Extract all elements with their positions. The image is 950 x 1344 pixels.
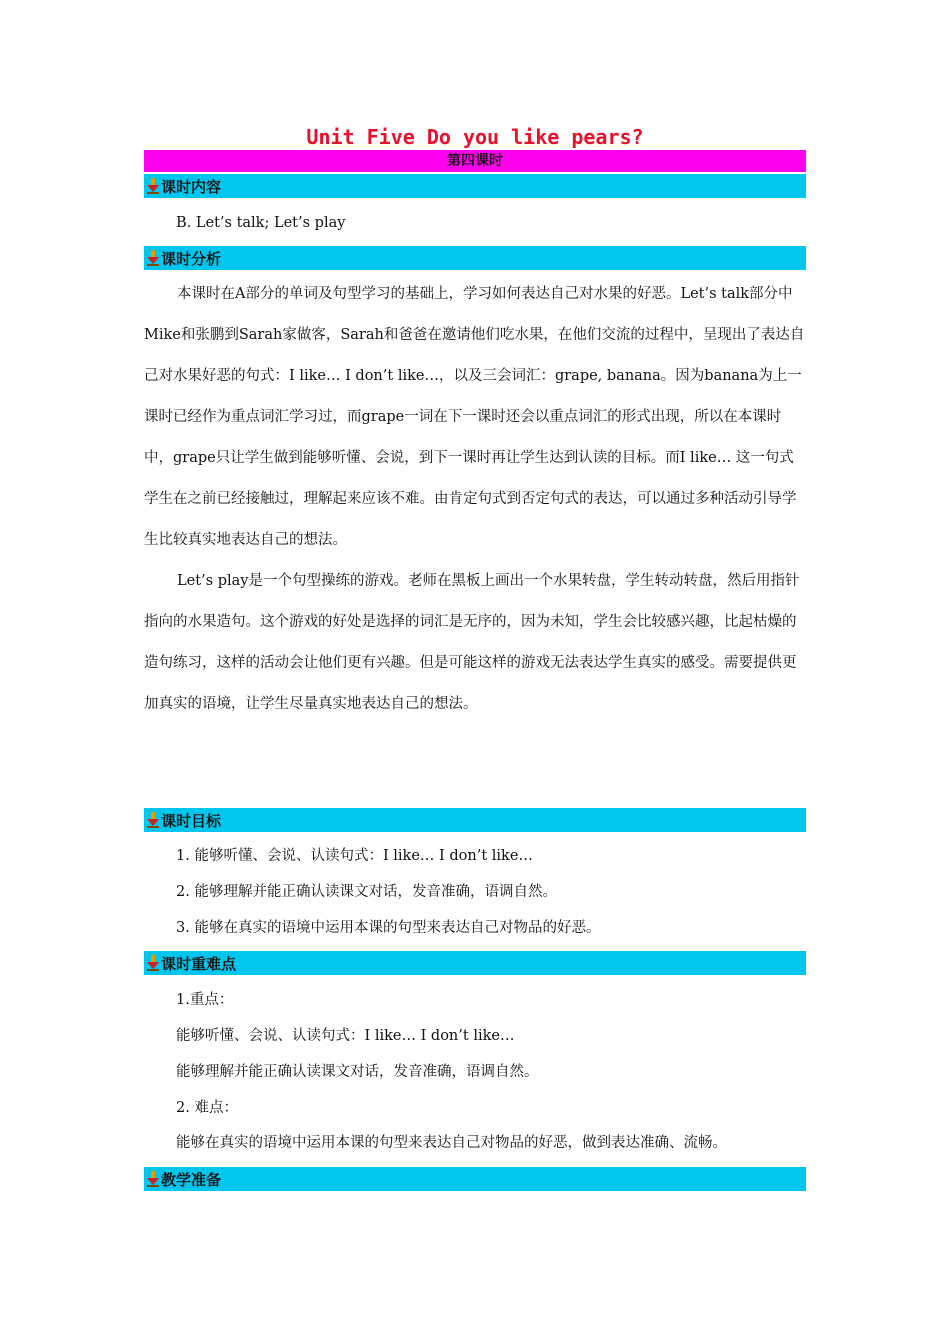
key-point-line-5: 能够在真实的语境中运用本课的句型来表达自己对物品的好恶，做到表达准确、流畅。 [176, 1135, 727, 1151]
section-heading: 课时重难点 [161, 954, 237, 973]
section-heading: 课时目标 [161, 811, 222, 830]
goal-item-3: 3. 能够在真实的语境中运用本课的句型来表达自己对物品的好恶。 [176, 920, 601, 936]
content-text: B. Let’s talk; Let’s play [176, 215, 346, 231]
key-point-line-3: 能够理解并能正确认读课文对话，发音准确，语调自然。 [176, 1064, 539, 1080]
section-header-key-points [144, 951, 806, 975]
down-arrow-icon [146, 811, 160, 829]
down-arrow-icon [146, 249, 160, 267]
section-header-prep [144, 1167, 806, 1191]
down-arrow-icon [146, 954, 160, 972]
down-arrow-icon [146, 1170, 160, 1188]
analysis-paragraph-1: 本课时在A部分的单词及句型学习的基础上，学习如何表达自己对水果的好恶。Let’s talk部分中Mike和张鹏到Sarah家做客，Sarah和爸爸在邀请他们吃水果，在他们交流的过程中，呈现出了表达自己对水果好恶的句式：I like… I don’t like…，以及三会词汇：grape, banana。因为banana为上一课时已经作为重点词汇学习过，而grape一词在下一课时还会以重点词汇的形式出现，所以在本课时中，grape只让学生做到能够听懂、会说，到下一课时再让学生达到认读的目标。而I like… 这一句式学生在之前已经接触过，理解起来应该不难。由肯定句式到否定句式的表达，可以通过多种活动引导学生比较真实地表达自己的想法。 [144, 286, 805, 548]
analysis-paragraph-2: Let’s play是一个句型操练的游戏。老师在黑板上画出一个水果转盘，学生转动转盘，然后用指针指向的水果造句。这个游戏的好处是选择的词汇是无序的，因为未知，学生会比较感兴趣，比起枯燥的造句练习，这样的活动会让他们更有兴趣。但是可能这样的游戏无法表达学生真实的感受。需要提供更加真实的语境，让学生尽量真实地表达自己的想法。 [144, 573, 800, 712]
section-heading: 课时分析 [161, 249, 222, 268]
document-title: Unit Five Do you like pears? [306, 125, 644, 149]
section-header-content [144, 174, 806, 198]
section-heading: 教学准备 [161, 1170, 222, 1189]
key-point-line-4: 2. 难点： [176, 1100, 238, 1116]
key-point-line-1: 1.重点： [176, 992, 234, 1008]
section-header-goals [144, 808, 806, 832]
goal-item-2: 2. 能够理解并能正确认读课文对话，发音准确，语调自然。 [176, 884, 557, 900]
section-header-analysis [144, 246, 806, 270]
lesson-label: 第四课时 [144, 150, 806, 172]
analysis-body [144, 274, 806, 725]
down-arrow-icon [146, 177, 160, 195]
section-heading: 课时内容 [161, 177, 222, 196]
key-point-line-2: 能够听懂、会说、认读句式：I like… I don’t like… [176, 1028, 515, 1044]
goal-item-1: 1. 能够听懂、会说、认读句式：I like… I don’t like… [176, 848, 533, 864]
